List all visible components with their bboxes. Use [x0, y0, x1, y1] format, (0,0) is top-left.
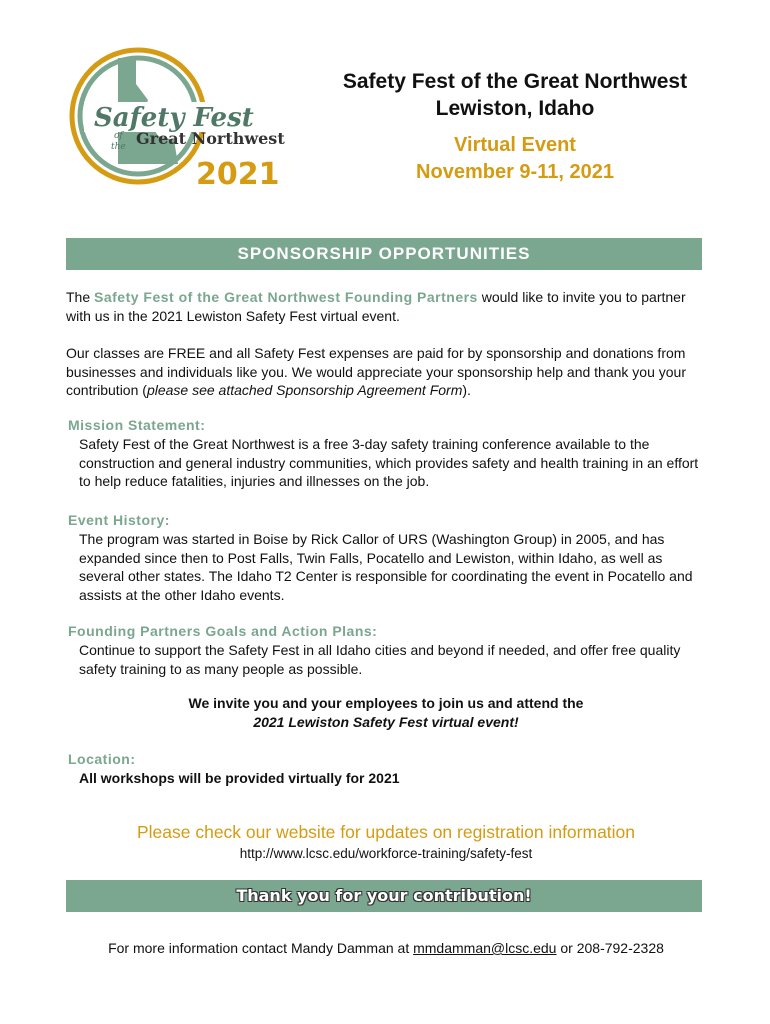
mission-text: Safety Fest of the Great Northwest is a free 3-day safety training conference available to the construction and general industry communities, which provides safety and health training in an effort to help reduce fatalities, injuries and illnesses on the job.: [79, 436, 699, 489]
logo-year: 2021: [196, 157, 280, 192]
sponsorship-banner: SPONSORSHIP OPPORTUNITIES: [66, 238, 702, 270]
website-url[interactable]: http://www.lcsc.edu/workforce-training/safety-fest: [239, 846, 533, 861]
page-header: [320, 68, 710, 186]
location-heading: Location:: [68, 751, 136, 767]
event-title: Safety Fest of the Great Northwest: [342, 70, 688, 93]
goals-heading: Founding Partners Goals and Action Plans:: [68, 623, 378, 639]
email-link[interactable]: mmdamman@lcsc.edu: [413, 940, 557, 956]
svg-text:of: of: [114, 131, 123, 141]
safety-fest-logo: [66, 44, 316, 194]
svg-text:the: the: [111, 142, 126, 152]
logo-title: Safety Fest: [94, 103, 254, 133]
website-notice: Please check our website for updates on registration information: [136, 822, 636, 842]
contact-info: For more information contact Mandy Damman at mmdamman@lcsc.edu or 208-792-2328: [108, 940, 664, 956]
classes-paragraph: Our classes are FREE and all Safety Fest expenses are paid for by sponsorship and donations from businesses and individuals like you. We would appreciate your sponsorship help and thank you your contribution (please see attached Sponsorship Agreement Form).: [66, 345, 687, 398]
history-text: The program was started in Boise by Rick Callor of URS (Washington Group) in 2005, and has expanded since then to Post Falls, Twin Falls, Pocatello and Lewiston, within Idaho, as well as several other states. The Idaho T2 Center is responsible for coordinating the event in Pocatello and assists at the other Idaho events.: [79, 531, 693, 603]
intro-paragraph: The Safety Fest of the Great Northwest Founding Partners would like to invite you to partner with us in the 2021 Lewiston Safety Fest virtual event.: [66, 289, 686, 324]
thank-you-banner: Thank you for your contribution!: [66, 880, 702, 912]
event-location: Lewiston, Idaho: [435, 97, 595, 120]
goals-text: Continue to support the Safety Fest in all Idaho cities and beyond if needed, and offer free quality safety training to as many people as possible.: [79, 642, 681, 677]
mission-heading: Mission Statement:: [68, 417, 206, 433]
logo-subtitle: Great Northwest: [136, 129, 285, 148]
location-text: All workshops will be provided virtually for 2021: [79, 770, 400, 786]
event-format: Virtual Event: [454, 134, 576, 156]
invite-message: We invite you and your employees to join us and attend the 2021 Lewiston Safety Fest virtual event!: [188, 695, 584, 730]
history-heading: Event History:: [68, 512, 170, 528]
event-dates: November 9-11, 2021: [416, 161, 614, 183]
